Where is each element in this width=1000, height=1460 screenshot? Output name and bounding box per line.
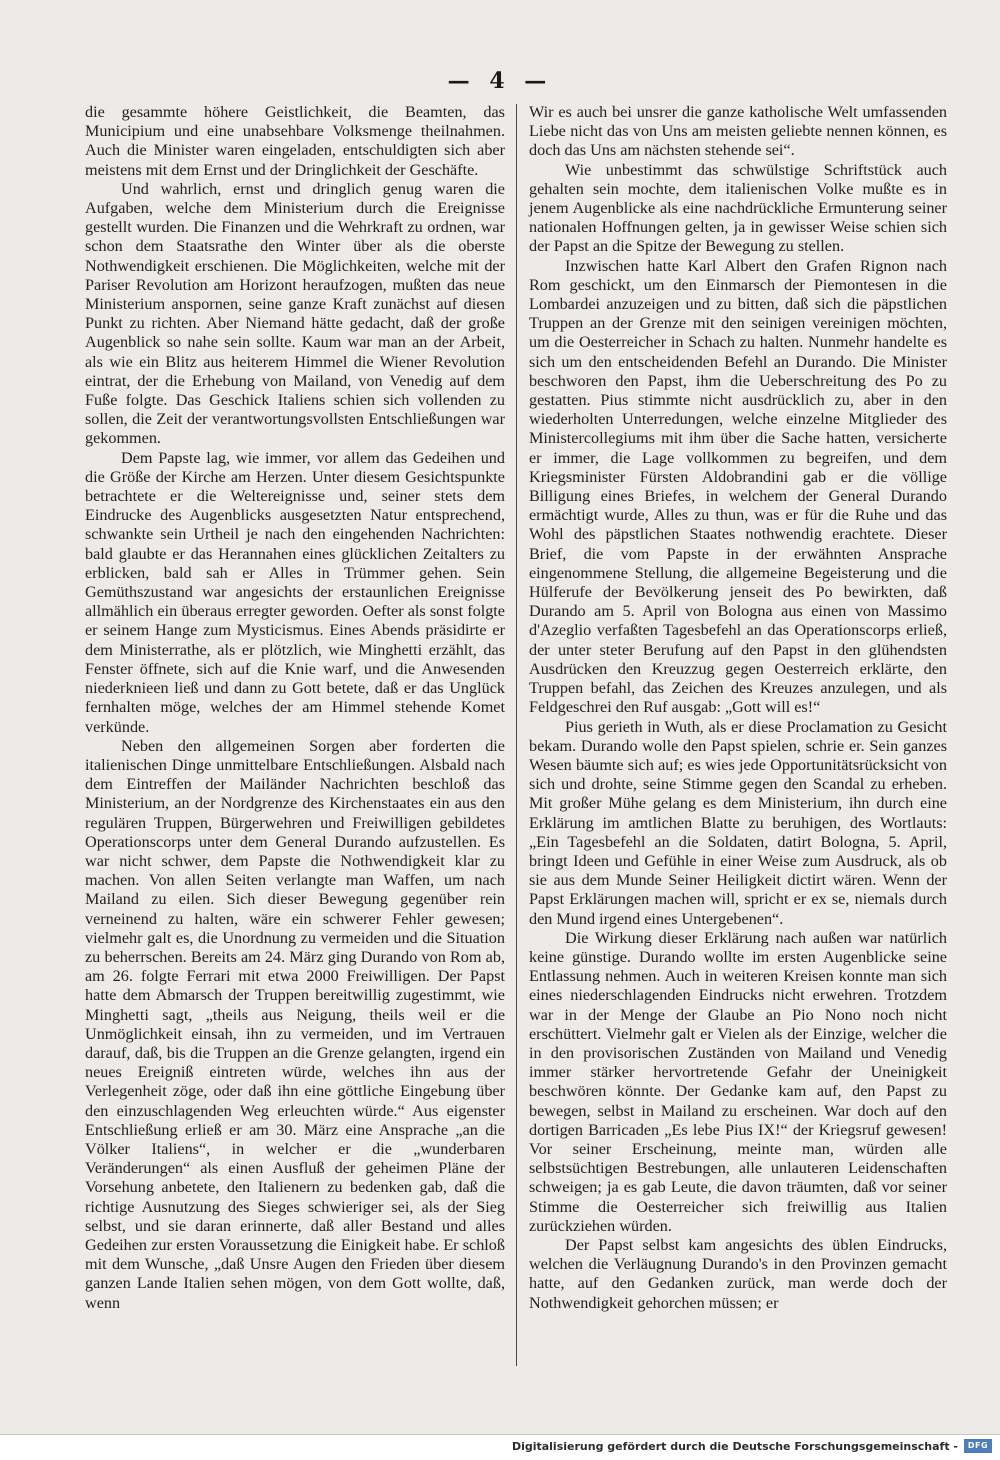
footer-credit-text: Digitalisierung gefördert durch die Deutsche Forschungsgemeinschaft -: [511, 1440, 958, 1453]
page-number: — 4 —: [447, 68, 553, 94]
paragraph: Und wahrlich, ernst und dringlich genug waren die Aufgaben, welche dem Ministerium durch die Ereignisse gestellt wurden. Die Finanzen und die Wehrkraft zu ordnen, war schon dem Staatsrathe den Winter über als die oberste Nothwendigkeit erschienen. Die Möglichkeiten, welche mit der Pariser Revolution am Horizont heraufzogen, mußten das neue Ministerium anspornen, seine ganze Kraft zunächst auf diesen Punkt zu richten. Aber Niemand hätte gedacht, daß der große Augenblick so nahe sein sollte. Kaum war man an der Arbeit, als wie ein Blitz aus heiterem Himmel die Wiener Revolution eintrat, der die Erhebung von Mailand, von Venedig auf dem Fuße folgte. Das Geschick Italiens schien sich vollenden zu sollen, die Zeit der verantwortungsvollsten Entschließungen war gekommen.: [85, 179, 505, 448]
paragraph: Der Papst selbst kam angesichts des üblen Eindrucks, welchen die Verläugnung Durando's in den Provinzen gemacht hatte, auf den Gedanken zurück, man werde doch der Nothwendigkeit gehorchen müssen; er: [529, 1235, 947, 1312]
paragraph: Neben den allgemeinen Sorgen aber forderten die italienischen Dinge unmittelbare Entschließungen. Alsbald nach dem Eintreffen der Mailänder Nachrichten beschloß das Ministerium, an der Nordgrenze des Kirchenstaates ein aus den regulären Truppen, Bürgerwehren und Freiwilligen gebildetes Operationscorps unter dem General Durando aufzustellen. Es war nicht schwer, dem Papste die Nothwendigkeit klar zu machen. Von allen Seiten verlangte man Waffen, um nach Mailand zu eilen. Sich dieser Bewegung gegenüber rein verneinend zu halten, wäre ein schwerer Fehler gewesen; vielmehr galt es, die Unordnung zu vermeiden und die Situation zu beherrschen. Bereits am 24. März ging Durando von Rom ab, am 26. folgte Ferrari mit etwa 2000 Freiwilligen. Der Papst hatte dem Abmarsch der Truppen bereitwillig zugestimmt, wie Minghetti sagt, „theils aus Neigung, theils weil er die Unmöglichkeit einsah, ihn zu vermeiden, und im Vertrauen darauf, daß, bis die Truppen an die Grenze gelangten, irgend ein neues Ereigniß eintreten würde, welches ihn aus der Verlegenheit zöge, oder daß ihn eine göttliche Eingebung über den einzuschlagenden Weg erleuchten würde.“ Aus eigenster Entschließung erließ er am 30. März eine Ansprache „an die Völker Italiens“, in welcher er die „wunderbaren Veränderungen“ als einen Ausfluß der geheimen Pläne der Vorsehung anbetete, den Italienern zu bedenken gab, daß die richtige Ausnutzung des Sieges schwieriger sei, als der Sieg selbst, und sie daran erinnerte, daß aller Bestand und alles Gedeihen zur ersten Voraussetzung die Einigkeit habe. Er schloß mit dem Wunsche, „daß Unsre Augen den Frieden über diesem ganzen Lande Italien sehen mögen, von dem Gott wollte, daß, wenn: [85, 736, 505, 1312]
text-column-right: [529, 103, 947, 1313]
digitization-footer: [0, 1434, 1000, 1460]
column-divider: [516, 104, 517, 1366]
text-column-left: [85, 103, 505, 1313]
paragraph: Wir es auch bei unsrer die ganze katholische Welt umfassenden Liebe nicht das von Uns am meisten geliebte nennen können, es doch das Uns am nächsten stehende sei“.: [529, 103, 947, 160]
paragraph: Inzwischen hatte Karl Albert den Grafen Rignon nach Rom geschickt, um den Einmarsch der Piemontesen in die Lombardei anzuzeigen und zu bitten, daß sich die päpstlichen Truppen an der Grenze mit den seinigen vereinigen möchten, um die Oesterreicher in Schach zu halten. Nunmehr handelte es sich um den entscheidenden Befehl an Durando. Die Minister beschworen den Papst, ihm die Ueberschreitung des Po zu gestatten. Pius stimmte nicht ausdrücklich zu, aber in den wiederholten Unterredungen, welche einzelne Mitglieder des Ministercollegiums mit ihm über die Sache hatten, versicherte er immer, die Lage vollkommen zu begreifen, und dem Kriegsminister Fürsten Aldobrandini gab er die völlige Billigung eines Briefes, in welchem der General Durando ermächtigt wurde, Alles zu thun, was er für die Ruhe und das Wohl des päpstlichen Staates nothwendig erachtete. Dieser Brief, die vom Papste in der erwähnten Ansprache eingenommene Stellung, die allgemeine Begeisterung und die Hülferufe der Bevölkerung jenseit des Po bewirkten, daß Durando am 5. April von Bologna aus einen von Massimo d'Azeglio verfaßten Tagesbefehl an das Operationscorps erließ, der unter steter Berufung auf den Papst in den glühendsten Ausdrücken den Kreuzzug gegen Oesterreich erklärte, den Truppen befahl, das Zeichen des Kreuzes anzulegen, und als Feldgeschrei den Ruf ausgab: „Gott will es!“: [529, 256, 947, 717]
paragraph: Pius gerieth in Wuth, als er diese Proclamation zu Gesicht bekam. Durando wolle den Papst spielen, schrie er. Sein ganzes Wesen bäumte sich auf; es wies jede Opportunitätsrücksicht von sich und drohte, seine Stimme gegen den Scandal zu erheben. Mit großer Mühe gelang es dem Ministerium, ihn durch eine Erklärung im amtlichen Blatte zu beruhigen, des Wortlauts: „Ein Tagesbefehl an die Soldaten, datirt Bologna, 5. April, bringt Ideen und Gefühle in einer Weise zum Ausdruck, als ob sie aus dem Munde Seiner Heiligkeit dictirt wären. Wenn der Papst Erklärungen machen will, spricht er ex se, niemals durch den Mund irgend eines Untergebenen“.: [529, 717, 947, 928]
paragraph: Die Wirkung dieser Erklärung nach außen war natürlich keine günstige. Durando wollte im ersten Augenblicke seine Entlassung nehmen. Auch in weiteren Kreisen konnte man sich eines niederschlagenden Eindrucks nicht erwehren. Trotzdem war in der Menge der Glaube an Pio Nono noch nicht erschüttert. Vielmehr galt er Vielen als der Einzige, welcher die in den provisorischen Zuständen von Mailand und Venedig immer stärker hervortretende Gefahr der Uneinigkeit beschwören könnte. Der Gedanke kam auf, den Papst zu bewegen, selbst in Mailand zu erscheinen. War doch auf den dortigen Barricaden „Es lebe Pius IX!“ der Kriegsruf gewesen! Vor seiner Erscheinung, meinte man, würden alle selbstsüchtigen Bestrebungen, alle unlauteren Leidenschaften schweigen; ja es gab Leute, die davon träumten, daß vor seiner Stimme die Oesterreicher sich freiwillig aus Italien zurückziehen würden.: [529, 928, 947, 1235]
paragraph: Dem Papste lag, wie immer, vor allem das Gedeihen und die Größe der Kirche am Herzen. Unter diesem Gesichtspunkte betrachtete er die Weltereignisse und, seiner stets dem Eindrucke des Augenblicks ausgesetzten Natur entsprechend, schwankte sein Urtheil je nach den eingehenden Nachrichten: bald glaubte er das Herannahen eines glücklichen Zeitalters zu erblicken, bald sah er Alles in Trümmer gehen. Sein Gemüthszustand war angesichts der erstaunlichen Ereignisse allmählich ein überaus erregter geworden. Oefter als sonst folgte er seinem Hange zum Mysticismus. Eines Abends präsidirte er dem Ministerrathe, als er plötzlich, wie Minghetti erzählt, das Fenster öffnete, sich auf die Knie warf, und die Anwesenden niederknieen ließ und dann zu Gott betete, daß er das Unglück fernhalten möge, welches der am Himmel stehende Komet verkünde.: [85, 448, 505, 736]
dfg-logo-icon: DFG: [964, 1439, 992, 1453]
paragraph: Wie unbestimmt das schwülstige Schriftstück auch gehalten sein mochte, dem italienischen Volke mußte es in jenem Augenblicke als eine nachdrückliche Ermunterung seiner nationalen Hoffnungen gelten, ja in gewisser Weise schien sich der Papst an die Spitze der Bewegung zu stellen.: [529, 160, 947, 256]
paragraph: die gesammte höhere Geistlichkeit, die Beamten, das Municipium und eine unabsehbare Volksmenge theilnahmen. Auch die Minister waren eingeladen, entschuldigten sich aber meistens mit dem Ernst und der Dringlichkeit der Geschäfte.: [85, 103, 505, 179]
